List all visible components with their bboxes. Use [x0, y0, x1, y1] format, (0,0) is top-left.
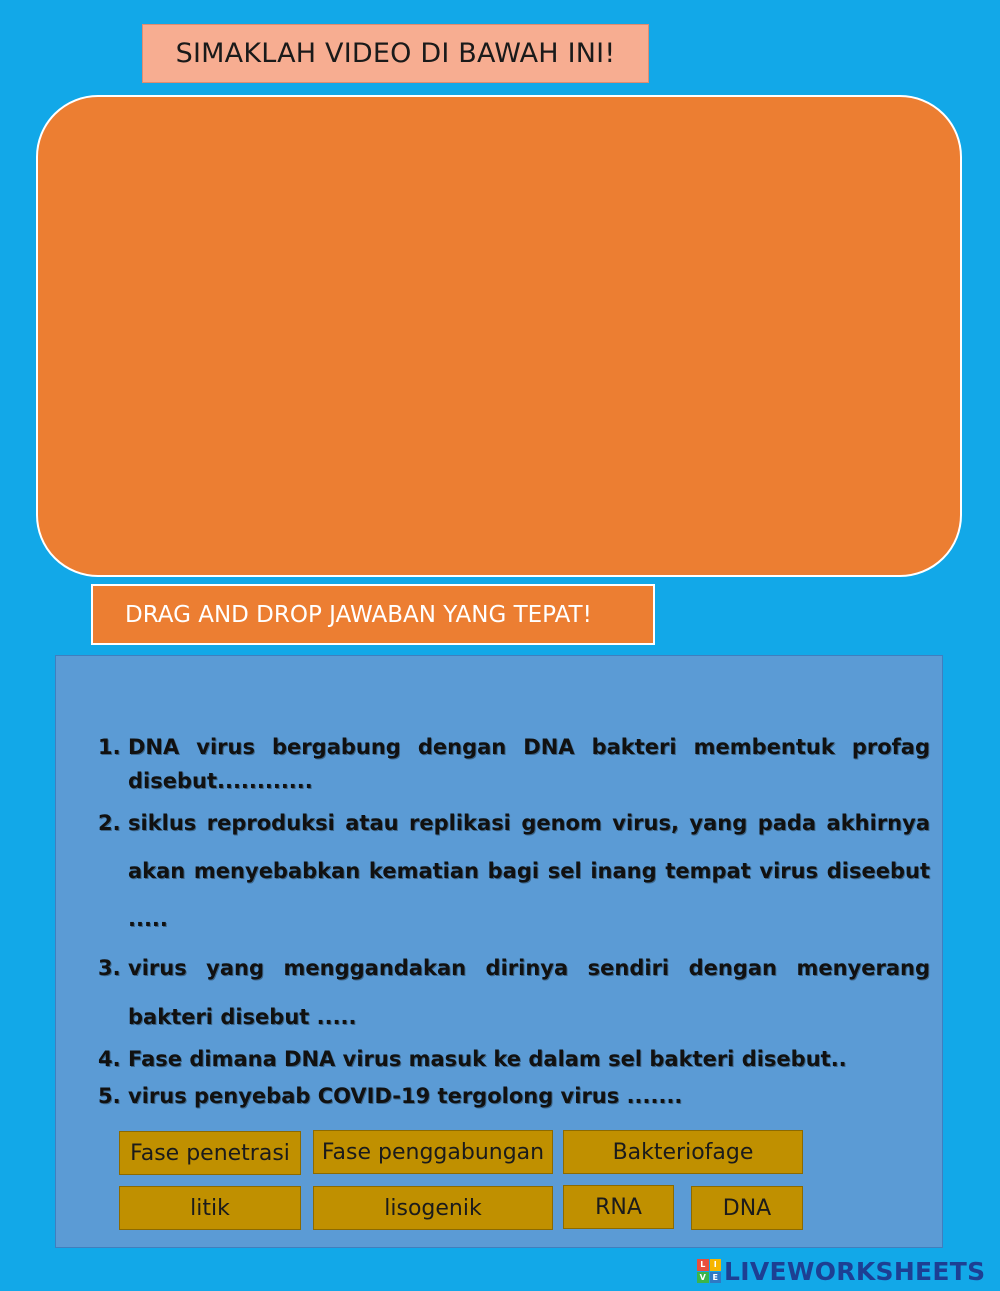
question-item	[98, 1079, 930, 1113]
question-text: DNA virus bergabung dengan DNA bakteri membentuk profag disebut............	[128, 735, 930, 793]
question-text: virus penyebab COVID-19 tergolong virus .......	[128, 1084, 683, 1108]
question-text: Fase dimana DNA virus masuk ke dalam sel bakteri disebut..	[128, 1047, 847, 1071]
answer-chip-litik[interactable]: litik	[119, 1186, 301, 1230]
question-number: 1.	[98, 735, 121, 759]
question-text: siklus reproduksi atau replikasi genom virus, yang pada akhirnya akan menyebabkan kematian bagi sel inang tempat virus diseebut .....	[128, 811, 930, 931]
live-logo-icon: L I V E	[697, 1259, 721, 1283]
question-item	[98, 730, 930, 798]
instruction-banner: DRAG AND DROP JAWABAN YANG TEPAT!	[91, 584, 655, 645]
question-text: virus yang menggandakan dirinya sendiri dengan menyerang bakteri disebut .....	[128, 956, 930, 1029]
answer-chip-lisogenik[interactable]: lisogenik	[313, 1186, 553, 1230]
question-number: 5.	[98, 1084, 121, 1108]
question-item	[98, 944, 930, 1042]
question-number: 3.	[98, 956, 121, 980]
logo-text: LIVEWORKSHEETS	[724, 1256, 986, 1286]
answer-chip-dna[interactable]: DNA	[691, 1186, 803, 1230]
answer-chip-bakteriofage[interactable]: Bakteriofage	[563, 1130, 803, 1174]
liveworksheets-logo	[697, 1255, 997, 1287]
answer-chip-rna[interactable]: RNA	[563, 1185, 674, 1229]
question-number: 2.	[98, 811, 121, 835]
question-item	[98, 1042, 930, 1076]
answer-chip-fase-penetrasi[interactable]: Fase penetrasi	[119, 1131, 301, 1175]
question-number: 4.	[98, 1047, 121, 1071]
answer-chip-fase-penggabungan[interactable]: Fase penggabungan	[313, 1130, 553, 1174]
question-item	[98, 799, 930, 943]
page-title: SIMAKLAH VIDEO DI BAWAH INI!	[142, 24, 649, 83]
video-placeholder[interactable]	[36, 95, 962, 577]
